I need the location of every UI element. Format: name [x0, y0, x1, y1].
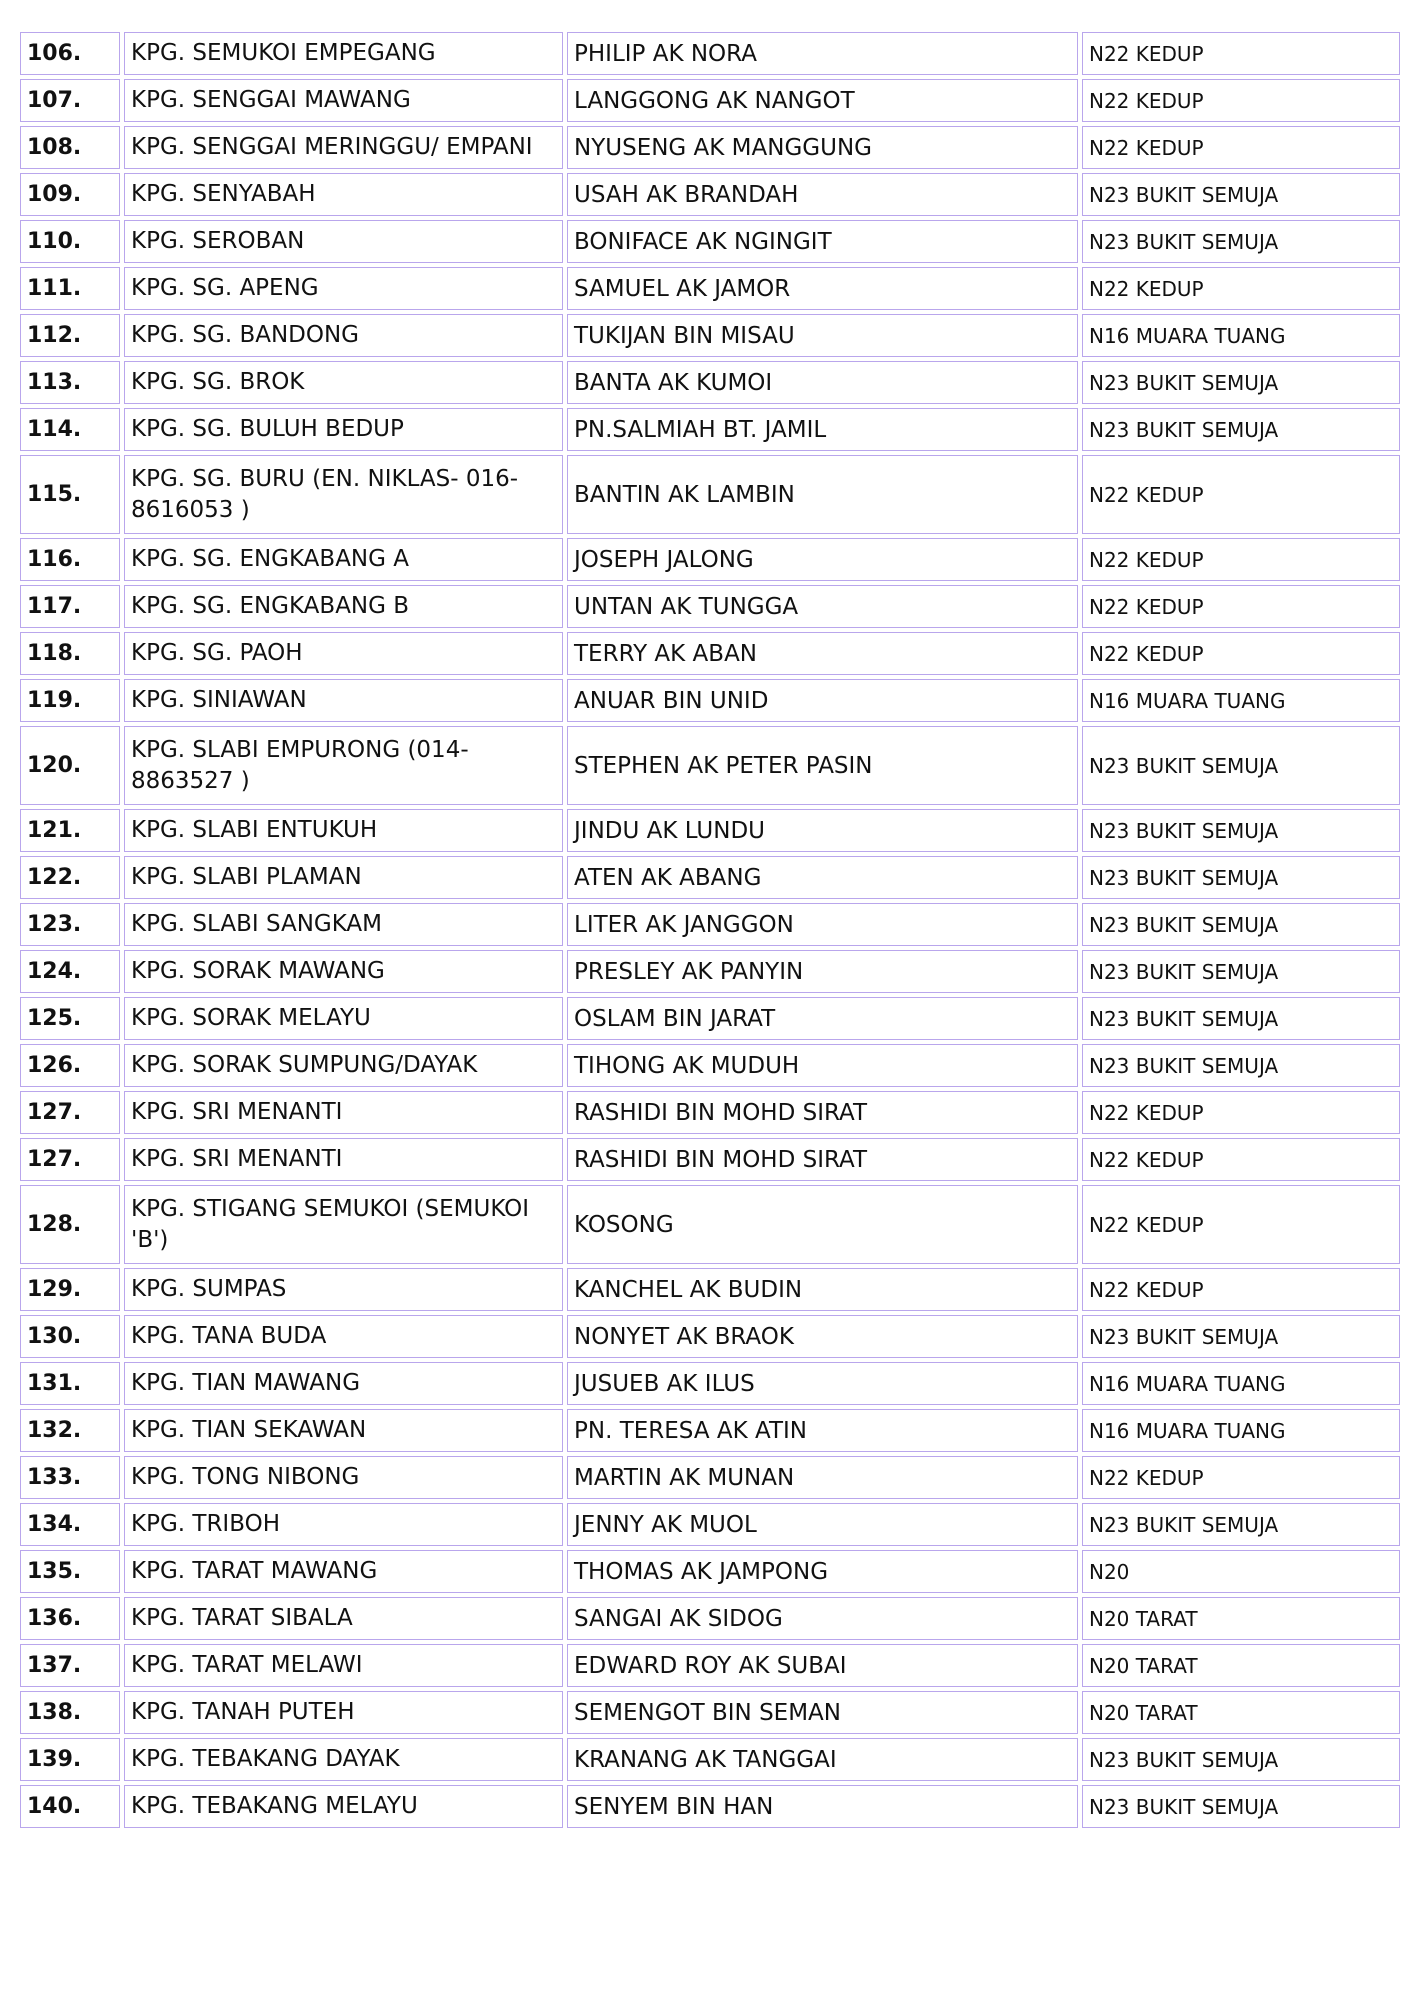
row-number-cell: 129.: [20, 1268, 120, 1311]
table-row: [20, 997, 1400, 1040]
constituency-cell: N23 BUKIT SEMUJA: [1082, 1738, 1400, 1781]
head-name-cell: BANTA AK KUMOI: [567, 361, 1078, 404]
row-number-cell: 139.: [20, 1738, 120, 1781]
village-name-cell: KPG. SENGGAI MAWANG: [124, 79, 563, 122]
head-name-cell: JINDU AK LUNDU: [567, 809, 1078, 852]
row-number-cell: 135.: [20, 1550, 120, 1593]
head-name-cell: PN.SALMIAH BT. JAMIL: [567, 408, 1078, 451]
constituency-cell: N20 TARAT: [1082, 1597, 1400, 1640]
row-number-cell: 110.: [20, 220, 120, 263]
village-name-cell: KPG. SINIAWAN: [124, 679, 563, 722]
row-number-cell: 112.: [20, 314, 120, 357]
village-name-cell: KPG. TEBAKANG MELAYU: [124, 1785, 563, 1828]
table-row: [20, 1185, 1400, 1264]
village-name-cell: KPG. TARAT SIBALA: [124, 1597, 563, 1640]
village-name-cell: KPG. SG. ENGKABANG B: [124, 585, 563, 628]
table-row: [20, 1044, 1400, 1087]
village-name-cell: KPG. SORAK MELAYU: [124, 997, 563, 1040]
table-row: [20, 1550, 1400, 1593]
table-row: [20, 538, 1400, 581]
head-name-cell: NYUSENG AK MANGGUNG: [567, 126, 1078, 169]
table-row: [20, 1456, 1400, 1499]
head-name-cell: KRANANG AK TANGGAI: [567, 1738, 1078, 1781]
head-name-cell: BANTIN AK LAMBIN: [567, 455, 1078, 534]
table-row: [20, 950, 1400, 993]
head-name-cell: THOMAS AK JAMPONG: [567, 1550, 1078, 1593]
village-name-cell: KPG. SLABI SANGKAM: [124, 903, 563, 946]
village-head-table: [16, 28, 1404, 1832]
row-number-cell: 137.: [20, 1644, 120, 1687]
head-name-cell: LANGGONG AK NANGOT: [567, 79, 1078, 122]
constituency-cell: N22 KEDUP: [1082, 1268, 1400, 1311]
village-name-cell: KPG. SG. ENGKABANG A: [124, 538, 563, 581]
head-name-cell: UNTAN AK TUNGGA: [567, 585, 1078, 628]
constituency-cell: N22 KEDUP: [1082, 267, 1400, 310]
constituency-cell: N23 BUKIT SEMUJA: [1082, 950, 1400, 993]
row-number-cell: 123.: [20, 903, 120, 946]
table-row: [20, 585, 1400, 628]
village-name-cell: KPG. SLABI ENTUKUH: [124, 809, 563, 852]
table-row: [20, 455, 1400, 534]
constituency-cell: N16 MUARA TUANG: [1082, 1362, 1400, 1405]
constituency-cell: N22 KEDUP: [1082, 585, 1400, 628]
row-number-cell: 131.: [20, 1362, 120, 1405]
head-name-cell: LITER AK JANGGON: [567, 903, 1078, 946]
constituency-cell: N22 KEDUP: [1082, 538, 1400, 581]
table-row: [20, 1315, 1400, 1358]
village-name-cell: KPG. SUMPAS: [124, 1268, 563, 1311]
village-name-cell: KPG. SORAK SUMPUNG/DAYAK: [124, 1044, 563, 1087]
constituency-cell: N23 BUKIT SEMUJA: [1082, 726, 1400, 805]
row-number-cell: 115.: [20, 455, 120, 534]
head-name-cell: RASHIDI BIN MOHD SIRAT: [567, 1091, 1078, 1134]
table-row: [20, 1268, 1400, 1311]
table-row: [20, 679, 1400, 722]
row-number-cell: 119.: [20, 679, 120, 722]
head-name-cell: PN. TERESA AK ATIN: [567, 1409, 1078, 1452]
constituency-cell: N23 BUKIT SEMUJA: [1082, 856, 1400, 899]
constituency-cell: N23 BUKIT SEMUJA: [1082, 1785, 1400, 1828]
table-row: [20, 408, 1400, 451]
row-number-cell: 111.: [20, 267, 120, 310]
table-row: [20, 1503, 1400, 1546]
village-name-cell: KPG. SEMUKOI EMPEGANG: [124, 32, 563, 75]
village-name-cell: KPG. SEROBAN: [124, 220, 563, 263]
row-number-cell: 109.: [20, 173, 120, 216]
row-number-cell: 138.: [20, 1691, 120, 1734]
row-number-cell: 108.: [20, 126, 120, 169]
row-number-cell: 134.: [20, 1503, 120, 1546]
row-number-cell: 132.: [20, 1409, 120, 1452]
village-name-cell: KPG. SLABI PLAMAN: [124, 856, 563, 899]
row-number-cell: 106.: [20, 32, 120, 75]
constituency-cell: N23 BUKIT SEMUJA: [1082, 173, 1400, 216]
village-name-cell: KPG. SG. PAOH: [124, 632, 563, 675]
head-name-cell: TERRY AK ABAN: [567, 632, 1078, 675]
table-row: [20, 220, 1400, 263]
constituency-cell: N16 MUARA TUANG: [1082, 1409, 1400, 1452]
document-page: [16, 28, 1400, 1832]
village-name-cell: KPG. TARAT MAWANG: [124, 1550, 563, 1593]
constituency-cell: N20 TARAT: [1082, 1644, 1400, 1687]
table-row: [20, 173, 1400, 216]
constituency-cell: N23 BUKIT SEMUJA: [1082, 903, 1400, 946]
head-name-cell: STEPHEN AK PETER PASIN: [567, 726, 1078, 805]
constituency-cell: N23 BUKIT SEMUJA: [1082, 1503, 1400, 1546]
head-name-cell: USAH AK BRANDAH: [567, 173, 1078, 216]
row-number-cell: 116.: [20, 538, 120, 581]
row-number-cell: 107.: [20, 79, 120, 122]
table-row: [20, 1597, 1400, 1640]
row-number-cell: 114.: [20, 408, 120, 451]
table-body: [20, 32, 1400, 1828]
head-name-cell: NONYET AK BRAOK: [567, 1315, 1078, 1358]
head-name-cell: TUKIJAN BIN MISAU: [567, 314, 1078, 357]
row-number-cell: 140.: [20, 1785, 120, 1828]
constituency-cell: N22 KEDUP: [1082, 32, 1400, 75]
table-row: [20, 856, 1400, 899]
table-row: [20, 1409, 1400, 1452]
constituency-cell: N22 KEDUP: [1082, 1456, 1400, 1499]
constituency-cell: N20 TARAT: [1082, 1691, 1400, 1734]
village-name-cell: KPG. TIAN MAWANG: [124, 1362, 563, 1405]
head-name-cell: KOSONG: [567, 1185, 1078, 1264]
table-row: [20, 1091, 1400, 1134]
head-name-cell: PHILIP AK NORA: [567, 32, 1078, 75]
head-name-cell: JENNY AK MUOL: [567, 1503, 1078, 1546]
village-name-cell: KPG. SG. BULUH BEDUP: [124, 408, 563, 451]
table-row: [20, 809, 1400, 852]
village-name-cell: KPG. TIAN SEKAWAN: [124, 1409, 563, 1452]
constituency-cell: N22 KEDUP: [1082, 632, 1400, 675]
head-name-cell: SAMUEL AK JAMOR: [567, 267, 1078, 310]
head-name-cell: KANCHEL AK BUDIN: [567, 1268, 1078, 1311]
head-name-cell: SEMENGOT BIN SEMAN: [567, 1691, 1078, 1734]
constituency-cell: N23 BUKIT SEMUJA: [1082, 1315, 1400, 1358]
constituency-cell: N16 MUARA TUANG: [1082, 314, 1400, 357]
head-name-cell: SANGAI AK SIDOG: [567, 1597, 1078, 1640]
table-row: [20, 1738, 1400, 1781]
village-name-cell: KPG. TARAT MELAWI: [124, 1644, 563, 1687]
table-row: [20, 1785, 1400, 1828]
village-name-cell: KPG. TRIBOH: [124, 1503, 563, 1546]
constituency-cell: N23 BUKIT SEMUJA: [1082, 220, 1400, 263]
constituency-cell: N23 BUKIT SEMUJA: [1082, 997, 1400, 1040]
row-number-cell: 130.: [20, 1315, 120, 1358]
village-name-cell: KPG. SORAK MAWANG: [124, 950, 563, 993]
table-row: [20, 314, 1400, 357]
row-number-cell: 133.: [20, 1456, 120, 1499]
head-name-cell: MARTIN AK MUNAN: [567, 1456, 1078, 1499]
constituency-cell: N23 BUKIT SEMUJA: [1082, 408, 1400, 451]
table-row: [20, 267, 1400, 310]
village-name-cell: KPG. SRI MENANTI: [124, 1091, 563, 1134]
constituency-cell: N23 BUKIT SEMUJA: [1082, 809, 1400, 852]
row-number-cell: 124.: [20, 950, 120, 993]
village-name-cell: KPG. SENGGAI MERINGGU/ EMPANI: [124, 126, 563, 169]
table-row: [20, 126, 1400, 169]
village-name-cell: KPG. SENYABAH: [124, 173, 563, 216]
head-name-cell: OSLAM BIN JARAT: [567, 997, 1078, 1040]
row-number-cell: 128.: [20, 1185, 120, 1264]
village-name-cell: KPG. SRI MENANTI: [124, 1138, 563, 1181]
head-name-cell: PRESLEY AK PANYIN: [567, 950, 1078, 993]
head-name-cell: BONIFACE AK NGINGIT: [567, 220, 1078, 263]
head-name-cell: JUSUEB AK ILUS: [567, 1362, 1078, 1405]
row-number-cell: 127.: [20, 1138, 120, 1181]
row-number-cell: 113.: [20, 361, 120, 404]
table-row: [20, 1362, 1400, 1405]
constituency-cell: N22 KEDUP: [1082, 79, 1400, 122]
constituency-cell: N23 BUKIT SEMUJA: [1082, 361, 1400, 404]
village-name-cell: KPG. SG. BANDONG: [124, 314, 563, 357]
head-name-cell: TIHONG AK MUDUH: [567, 1044, 1078, 1087]
table-row: [20, 632, 1400, 675]
table-row: [20, 903, 1400, 946]
table-row: [20, 726, 1400, 805]
table-row: [20, 32, 1400, 75]
row-number-cell: 118.: [20, 632, 120, 675]
row-number-cell: 127.: [20, 1091, 120, 1134]
village-name-cell: KPG. TANA BUDA: [124, 1315, 563, 1358]
row-number-cell: 136.: [20, 1597, 120, 1640]
row-number-cell: 125.: [20, 997, 120, 1040]
table-row: [20, 1691, 1400, 1734]
village-name-cell: KPG. SG. APENG: [124, 267, 563, 310]
table-row: [20, 79, 1400, 122]
constituency-cell: N16 MUARA TUANG: [1082, 679, 1400, 722]
constituency-cell: N20: [1082, 1550, 1400, 1593]
row-number-cell: 122.: [20, 856, 120, 899]
row-number-cell: 121.: [20, 809, 120, 852]
row-number-cell: 126.: [20, 1044, 120, 1087]
table-row: [20, 361, 1400, 404]
constituency-cell: N22 KEDUP: [1082, 126, 1400, 169]
constituency-cell: N22 KEDUP: [1082, 1091, 1400, 1134]
village-name-cell: KPG. SG. BURU (EN. NIKLAS- 016-8616053 ): [124, 455, 563, 534]
head-name-cell: EDWARD ROY AK SUBAI: [567, 1644, 1078, 1687]
table-row: [20, 1138, 1400, 1181]
constituency-cell: N23 BUKIT SEMUJA: [1082, 1044, 1400, 1087]
head-name-cell: JOSEPH JALONG: [567, 538, 1078, 581]
village-name-cell: KPG. TONG NIBONG: [124, 1456, 563, 1499]
head-name-cell: RASHIDI BIN MOHD SIRAT: [567, 1138, 1078, 1181]
village-name-cell: KPG. TANAH PUTEH: [124, 1691, 563, 1734]
village-name-cell: KPG. SLABI EMPURONG (014-8863527 ): [124, 726, 563, 805]
row-number-cell: 117.: [20, 585, 120, 628]
constituency-cell: N22 KEDUP: [1082, 455, 1400, 534]
head-name-cell: ANUAR BIN UNID: [567, 679, 1078, 722]
village-name-cell: KPG. SG. BROK: [124, 361, 563, 404]
head-name-cell: ATEN AK ABANG: [567, 856, 1078, 899]
row-number-cell: 120.: [20, 726, 120, 805]
village-name-cell: KPG. STIGANG SEMUKOI (SEMUKOI 'B'): [124, 1185, 563, 1264]
constituency-cell: N22 KEDUP: [1082, 1185, 1400, 1264]
village-name-cell: KPG. TEBAKANG DAYAK: [124, 1738, 563, 1781]
head-name-cell: SENYEM BIN HAN: [567, 1785, 1078, 1828]
constituency-cell: N22 KEDUP: [1082, 1138, 1400, 1181]
table-row: [20, 1644, 1400, 1687]
